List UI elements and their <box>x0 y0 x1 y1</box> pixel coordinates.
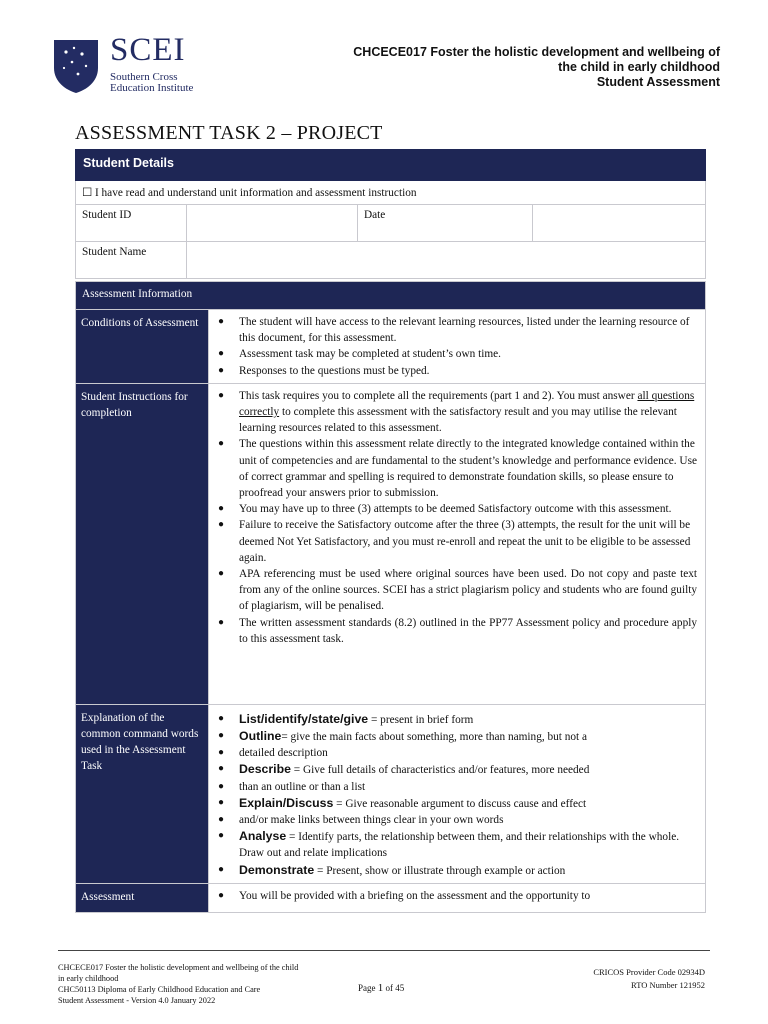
list-item: ● Demonstrate = Present, show or illustrate through example or action <box>218 862 566 877</box>
shield-logo-icon <box>52 38 100 94</box>
date-label: Date <box>358 205 533 242</box>
assessment-information-table <box>75 281 706 913</box>
list-item: ● The written assessment standards (8.2) outlined in the PP77 Assessment policy and procedure apply to this assessment task. <box>218 616 698 645</box>
student-details-table <box>75 149 706 279</box>
list-item: ● Describe = Give full details of characteristics and/or features, more needed <box>218 762 590 777</box>
student-name-label: Student Name <box>76 242 187 279</box>
conditions-list <box>215 314 697 379</box>
instructions-list <box>215 388 697 647</box>
logo-name: SCEI <box>110 32 186 68</box>
page-title: ASSESSMENT TASK 2 – PROJECT <box>75 122 383 144</box>
assessment-information-heading: Assessment Information <box>76 282 706 310</box>
list-item: ● You may have up to three (3) attempts to be deemed Satisfactory outcome with this assessment. <box>218 503 672 516</box>
list-item: ● Analyse = Identify parts, the relationship between them, and their relationships with the whole. Draw out and relate implications <box>218 829 680 860</box>
list-item: ● The questions within this assessment relate directly to the integrated knowledge contained within the unit of competencies and are fundamental to the student’s knowledge and performance evidence. Use of correct grammar and spelling is required to demonstrate foundation skills, so please ensure to proofread your answers prior to submission. <box>218 438 697 500</box>
list-item: ● You will be provided with a briefing on the assessment and the opportunity to <box>218 889 591 902</box>
command-words-list <box>215 711 697 879</box>
unit-header: CHCECE017 Foster the holistic development and wellbeing of the child in early childhood Student Assessment <box>353 45 720 89</box>
assessment-label: Assessment <box>76 883 209 912</box>
student-id-label: Student ID <box>76 205 187 242</box>
logo-subtitle: Southern Cross Education Institute <box>110 71 194 94</box>
date-field[interactable] <box>533 205 706 242</box>
list-item: ● List/identify/state/give = present in brief form <box>218 711 474 726</box>
footer-divider <box>58 950 710 951</box>
footer-unit-info: CHCECE017 Foster the holistic development and wellbeing of the child in early childhood CHC50113 Diploma of Early Childhood Education and Care Student Assessment - Version 4.0 January 2022 <box>58 963 299 1005</box>
read-understand-checkbox[interactable]: ☐ I have read and understand unit information and assessment instruction <box>76 181 706 205</box>
list-item: ● detailed description <box>218 747 328 760</box>
page-number: Page 1 of 45 <box>358 982 405 994</box>
instructions-label: Student Instructions for completion <box>76 383 209 704</box>
list-item: ● This task requires you to complete all the requirements (part 1 and 2). You must answer all questions correctly to complete this assessment with the satisfactory result and you may utilise the relevant learning resources related to this assessment. <box>218 389 695 435</box>
student-details-heading: Student Details <box>76 150 706 181</box>
list-item: ● Failure to receive the Satisfactory outcome after the three (3) attempts, the result for the unit will be deemed Not Yet Satisfactory, and you must re-enroll and repeat the unit to be eligible to be assessed again. <box>218 519 691 564</box>
list-item: ● than an outline or than a list <box>218 780 366 793</box>
list-item: ● The student will have access to the relevant learning resources, listed under the learning resource of this document, for this assessment. <box>218 316 690 345</box>
conditions-label: Conditions of Assessment <box>76 310 209 384</box>
assessment-list <box>215 888 697 904</box>
scei-logo <box>52 32 222 100</box>
list-item: ● and/or make links between things clear in your own words <box>218 814 504 827</box>
list-item: ● APA referencing must be used where original sources have been used. Do not copy and paste text from any of the online sources. SCEI has a strict plagiarism policy and students who are found guilty of plagiarism, will be penalised. <box>218 568 698 613</box>
list-item: ● Explain/Discuss = Give reasonable argument to discuss cause and effect <box>218 795 587 810</box>
footer-provider-info: CRICOS Provider Code 02934D RTO Number 121952 <box>593 967 705 990</box>
student-id-field[interactable] <box>187 205 358 242</box>
list-item: ● Assessment task may be completed at student’s own time. <box>218 348 501 361</box>
list-item: ● Responses to the questions must be typed. <box>218 364 430 377</box>
student-name-field[interactable] <box>187 242 706 279</box>
list-item: ● Outline= give the main facts about something, more than naming, but not a <box>218 729 588 744</box>
explanation-label: Explanation of the common command words used in the Assessment Task <box>76 704 209 883</box>
